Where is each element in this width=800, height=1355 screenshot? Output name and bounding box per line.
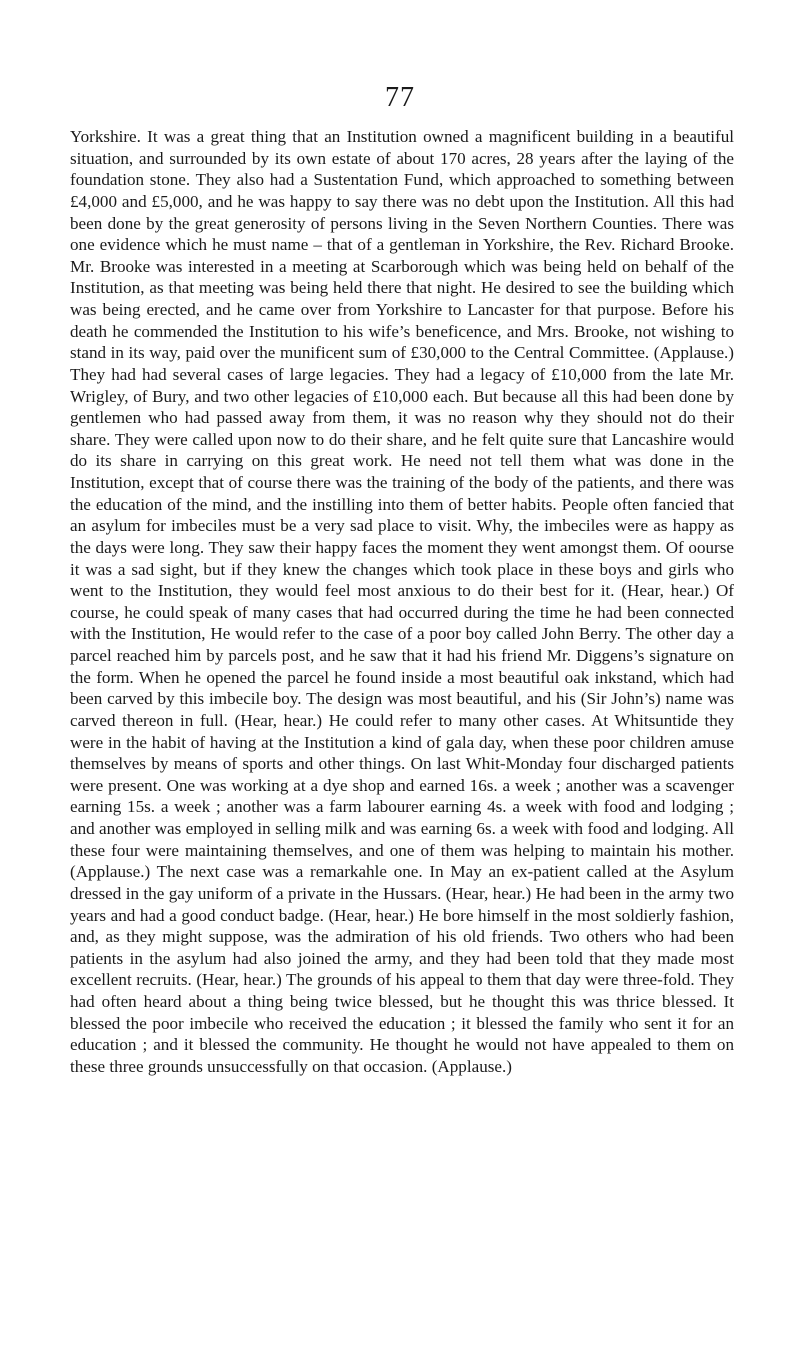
body-paragraph: Yorkshire. It was a great thing that an Institution owned a magnificent building in a beautiful situation, and surrounded by its own estate of about 170 acres, 28 years after the laying of the foundation stone. They also had a Sustentation Fund, which approached to something between £4,000 and £5,000, and he was happy to say there was no debt upon the Institution. All this had been done by the great generosity of persons living in the Seven Northern Counties. There was one evidence which he must name – that of a gentleman in Yorkshire, the Rev. Richard Brooke. Mr. Brooke was interested in a meeting at Scarborough which was being held on behalf of the Institution, as that meeting was being held there that night. He desired to see the building which was being erected, and he came over from Yorkshire to Lancaster for that purpose. Before his death he commended the Institution to his wife’s beneficence, and Mrs. Brooke, not wishing to stand in its way, paid over the munificent sum of £30,000 to the Central Committee. (Applause.) They had had several cases of large legacies. They had a legacy of £10,000 from the late Mr. Wrigley, of Bury, and two other legacies of £10,000 each. But because all this had been done by gentlemen who had passed away from them, it was no reason why they should not do their share. They were called upon now to do their share, and he felt quite sure that Lancashire would do its share in carrying on this great work. He need not tell them what was done in the Institution, except that of course there was the training of the body of the patients, and there was the education of the mind, and the instilling into them of better habits. People often fancied that an asylum for imbeciles must be a very sad place to visit. Why, the imbeciles were as happy as the days were long. They saw their happy faces the moment they went amongst them. Of oourse it was a sad sight, but if they knew the changes which took place in these boys and girls who went to the Institution, they would feel most anxious to do their best for it. (Hear, hear.) Of course, he could speak of many cases that had occurred during the time he had been connected with the Institution, He would refer to the case of a poor boy called John Berry. The other day a parcel reached him by parcels post, and he saw that it had his friend Mr. Diggens’s signature on the form. When he opened the parcel he found inside a most beautiful oak inkstand, which had been carved by this imbecile boy. The design was most beautiful, and his (Sir John’s) name was carved thereon in full. (Hear, hear.) He could refer to many other cases. At Whitsuntide they were in the habit of having at the Institution a kind of gala day, when these poor children amuse themselves by means of sports and other things. On last Whit-Monday four discharged patients were present. One was working at a dye shop and earned 16s. a week ; another was a scavenger earning 15s. a week ; another was a farm labourer earning 4s. a week with food and lodging ; and another was employed in selling milk and was earning 6s. a week with food and lodging. All these four were maintaining themselves, and one of them was helping to maintain his mother. (Applause.) The next case was a remarkahle one. In May an ex-patient called at the Asylum dressed in the gay uniform of a private in the Hussars. (Hear, hear.) He had been in the army two years and had a good conduct badge. (Hear, hear.) He bore himself in the most soldierly fashion, and, as they might suppose, was the admiration of his old friends. Two others who had been patients in the asylum had also joined the army, and they had been told that they made most excellent recruits. (Hear, hear.) The grounds of his appeal to them that day were three-fold. They had often heard about a thing being twice blessed, but he thought this was thrice blessed. It blessed the poor imbecile who received the education ; it blessed the family who sent it for an education ; and it blessed the community. He thought he would not have appealed to them on these three grounds unsuccessfully on that occasion. (Applause.) bbox=[70, 127, 734, 1076]
page-number: 77 bbox=[385, 82, 415, 113]
